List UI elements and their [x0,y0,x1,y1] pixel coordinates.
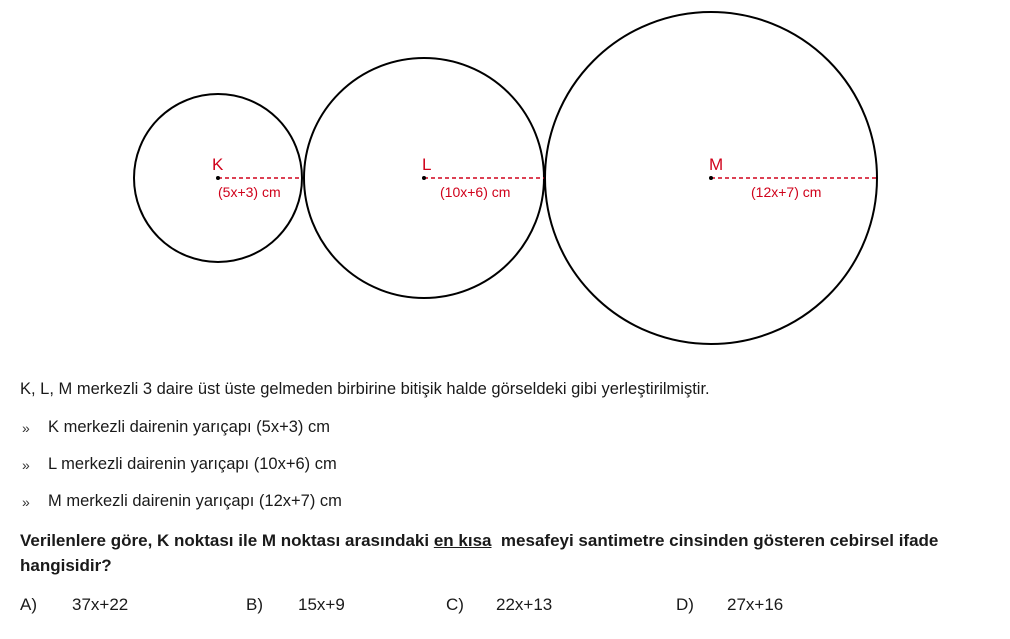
question-part-1: Verilenlere göre, K noktası ile M noktası arasındaki [20,531,434,550]
question-underlined: en kısa [433,531,492,550]
bullet-l-radius: L merkezli dairenin yarıçapı (10x+6) cm [48,455,337,473]
bullet-k-radius: K merkezli dairenin yarıçapı (5x+3) cm [48,418,330,436]
intro-text: K, L, M merkezli 3 daire üst üste gelmeden birbirine bitişik halde görseldeki gibi yerleştirilmiştir. [20,380,710,398]
center-label-k: K [212,155,224,174]
center-label-l: L [422,155,432,174]
center-label-m: M [709,155,724,174]
question-text [20,528,1000,578]
radius-label-l: (10x+6) cm [440,184,511,200]
radius-label-m: (12x+7) cm [751,184,822,200]
option-b-value[interactable]: 15x+9 [298,595,345,614]
option-a-value[interactable]: 37x+22 [72,595,129,614]
center-point-l [422,176,426,180]
bullet-marker: » [22,494,30,510]
option-b-letter[interactable]: B) [246,595,263,614]
option-d-value[interactable]: 27x+16 [727,595,784,614]
option-c-value[interactable]: 22x+13 [496,595,553,614]
question-part-2: mesafeyi santimetre cinsinden gösteren cebirsel ifade hangisidir? [20,531,944,575]
option-c-letter[interactable]: C) [446,595,464,614]
center-point-m [709,176,713,180]
option-a-letter[interactable]: A) [20,595,37,614]
radius-label-k: (5x+3) cm [218,184,281,200]
bullet-m-radius: M merkezli dairenin yarıçapı (12x+7) cm [48,492,342,510]
option-d-letter[interactable]: D) [676,595,694,614]
bullet-marker: » [22,420,30,436]
center-point-k [216,176,220,180]
bullet-marker: » [22,457,30,473]
